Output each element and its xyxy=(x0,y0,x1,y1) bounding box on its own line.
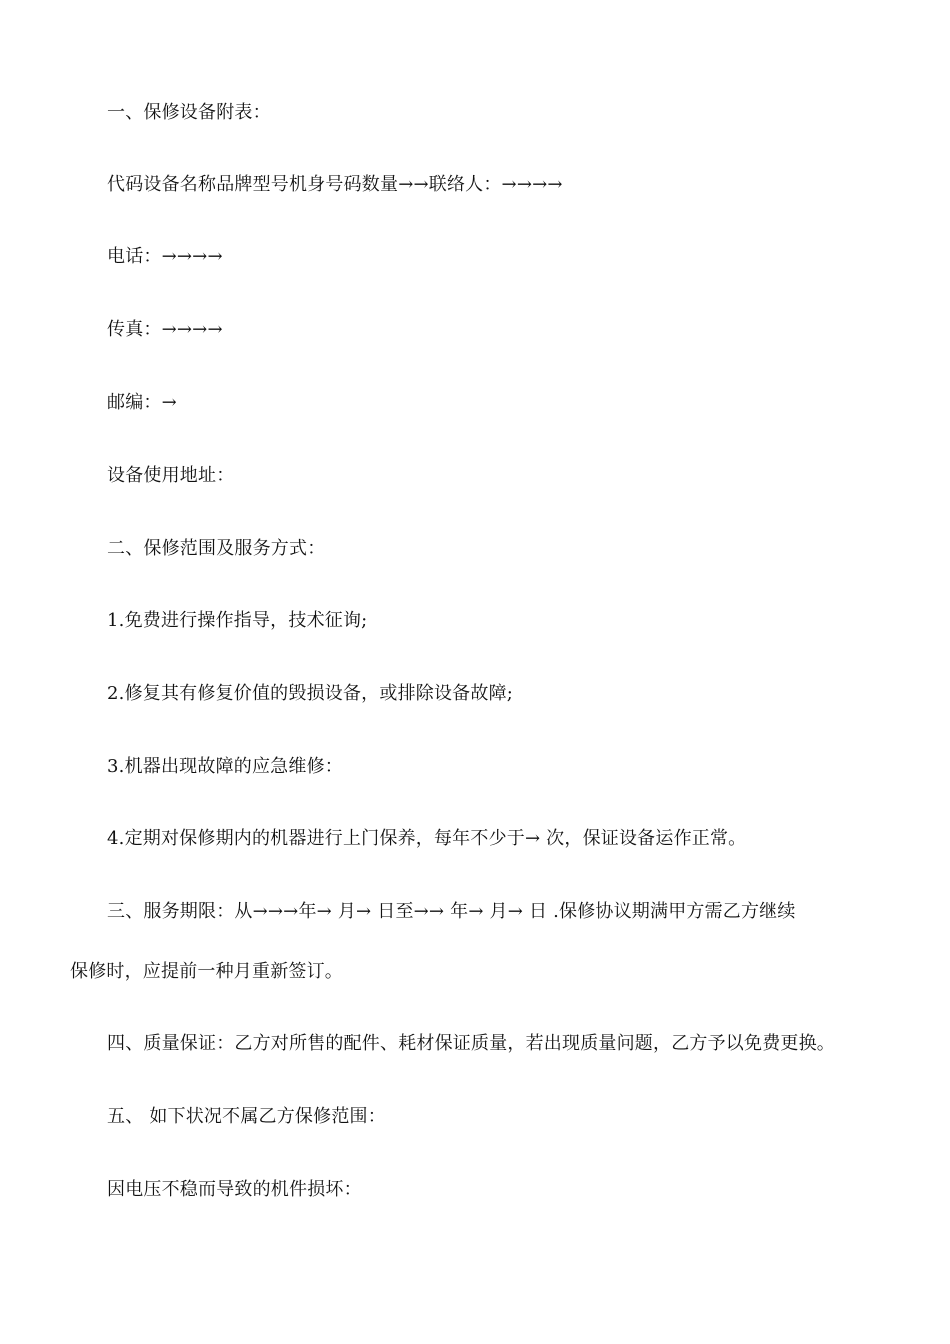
section-3-service-period: 三、服务期限：从→→→年→ 月→ 日至→→ 年→ 月→ 日 .保修协议期满甲方需乙方继续 xyxy=(107,901,796,922)
exclusion-item-1: 因电压不稳而导致的机件损坏： xyxy=(107,1179,362,1200)
equipment-address-line: 设备使用地址： xyxy=(107,465,235,486)
section-4-quality-guarantee: 四、质量保证：乙方对所售的配件、耗材保证质量，若出现质量问题，乙方予以免费更换。 xyxy=(107,1033,835,1054)
fax-line: 传真：→→→→ xyxy=(107,319,223,340)
service-item-2: 2.修复其有修复价值的毁损设备，或排除设备故障; xyxy=(107,683,514,704)
section-3-continuation: 保修时，应提前一种月重新签订。 xyxy=(70,961,343,982)
section-2-heading: 二、保修范围及服务方式： xyxy=(107,538,326,559)
postcode-line: 邮编：→ xyxy=(107,392,177,413)
section-5-heading: 五、 如下状况不属乙方保修范围： xyxy=(107,1106,386,1127)
equipment-table-header: 代码设备名称品牌型号机身号码数量→→联络人：→→→→ xyxy=(107,174,563,195)
service-item-1: 1.免费进行操作指导，技术征询; xyxy=(107,610,368,631)
phone-line: 电话：→→→→ xyxy=(107,246,223,267)
service-item-3: 3.机器出现故障的应急维修： xyxy=(107,756,343,777)
section-1-heading: 一、保修设备附表： xyxy=(107,102,271,123)
service-item-4: 4.定期对保修期内的机器进行上门保养，每年不少于→ 次，保证设备运作正常。 xyxy=(107,828,747,849)
